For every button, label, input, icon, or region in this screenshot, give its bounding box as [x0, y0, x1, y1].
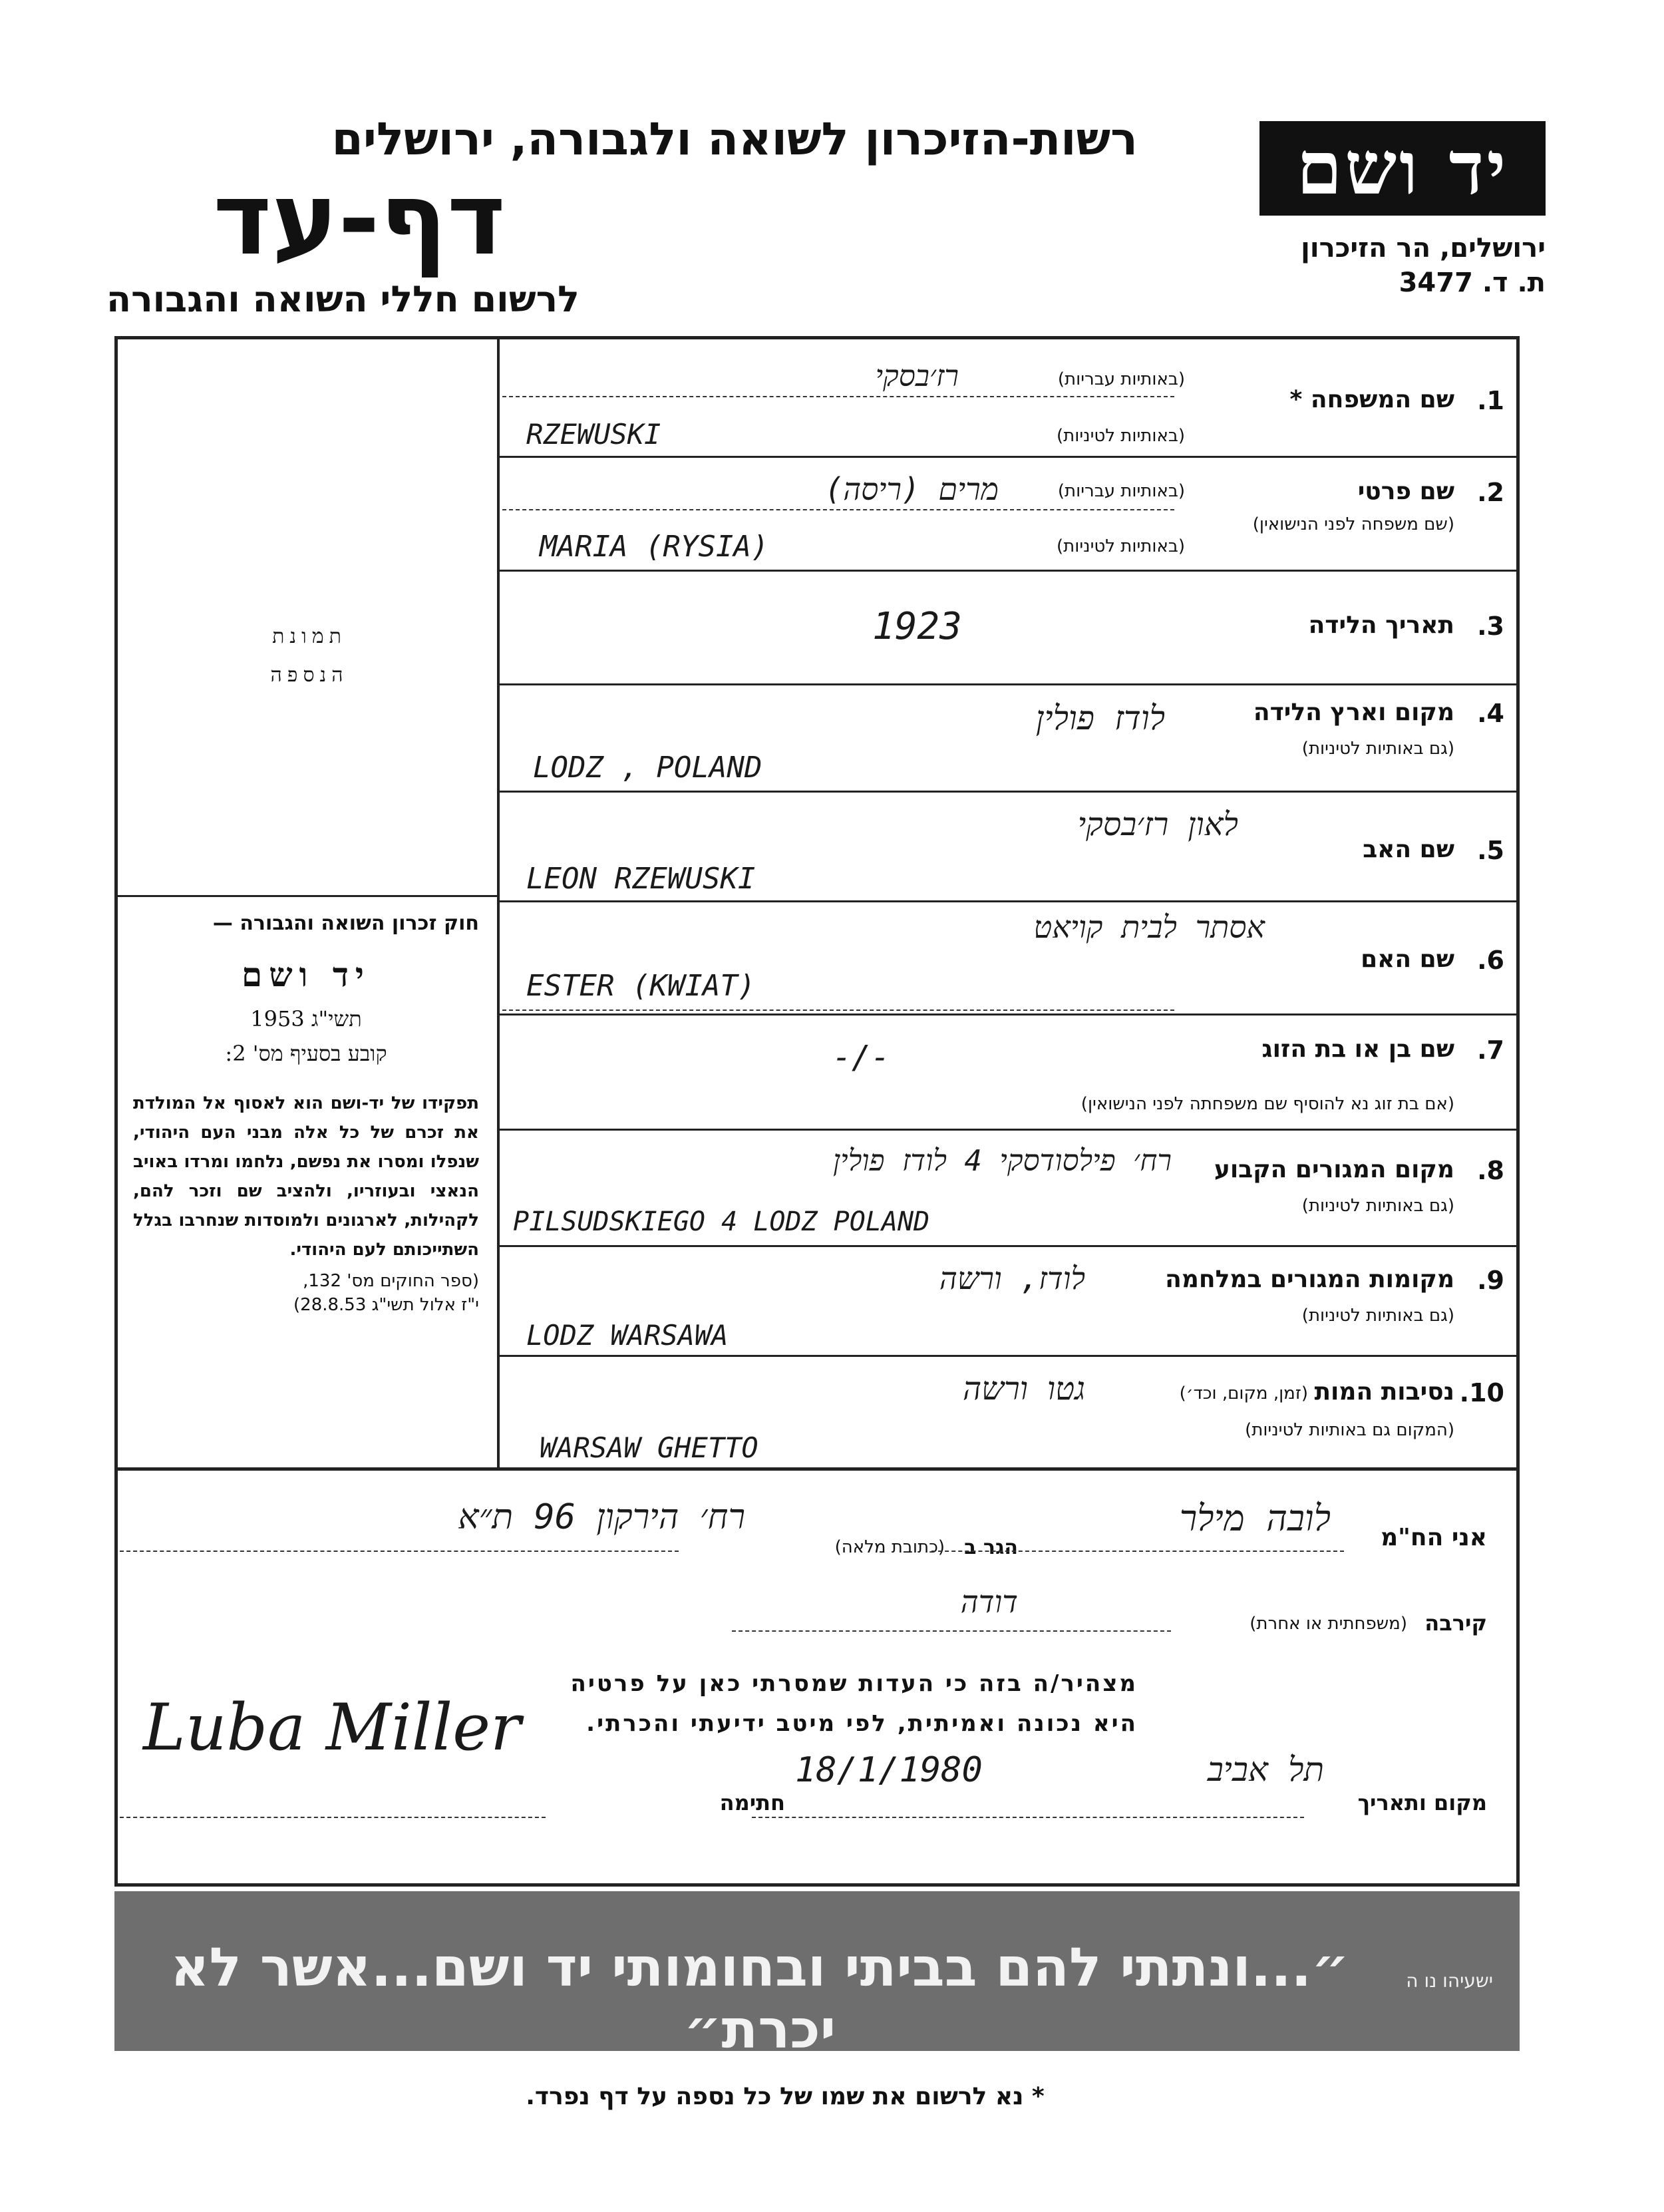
- relation-value: דודה: [960, 1584, 1018, 1620]
- birth-place-hebrew: לודז פולין: [1035, 699, 1165, 737]
- field-label: מקומות המגורים במלחמה: [1165, 1266, 1454, 1293]
- law-box-top: [114, 895, 498, 897]
- field-number: 6.: [1477, 946, 1504, 975]
- resides-label: הגר ב: [964, 1536, 1018, 1559]
- hint-latin: (באותיות לטיניות): [1057, 536, 1185, 556]
- field-sublabel: (המקום גם באותיות לטיניות): [1245, 1420, 1454, 1440]
- field-3: [500, 572, 1518, 683]
- field-sublabel: (אם בת זוג נא להוסיף שם משפחתה לפני הנישואין): [1081, 1094, 1454, 1114]
- field-number: 9.: [1477, 1266, 1504, 1295]
- declarant-address: רח׳ הירקון 96 ת״א: [458, 1497, 745, 1537]
- field-number: 7.: [1477, 1035, 1504, 1065]
- underline: [502, 509, 1174, 510]
- field-10: [500, 1357, 1518, 1467]
- field-label: שם האם: [1361, 946, 1454, 973]
- relation-label: קירבה: [1424, 1610, 1487, 1636]
- underline-date: [752, 1817, 1304, 1818]
- authority-name: רשות-הזיכרון לשואה ולגבורה, ירושלים: [331, 113, 1138, 166]
- yad-vashem-logo: [1259, 121, 1546, 216]
- field-label: שם האב: [1363, 836, 1454, 863]
- banner-source: ישעיהו נו ה: [1406, 1970, 1493, 1992]
- underline-name: [931, 1551, 1344, 1552]
- signature: Luba Miller: [143, 1690, 521, 1765]
- law-section: קובע בסעיף מס' 2:: [225, 1041, 387, 1066]
- signature-label: חתימה: [719, 1790, 785, 1815]
- banner-quote: ״...ונתתי להם בביתי ובחומותי יד ושם...אשר לא יכרת״: [170, 1936, 1349, 2060]
- hint-hebrew: (באותיות עבריות): [1057, 369, 1185, 389]
- field-4: [500, 685, 1518, 791]
- field-label: נסיבות המות: [1314, 1378, 1454, 1405]
- field-sublabel: (גם באותיות לטיניות): [1301, 1306, 1454, 1326]
- field-1: [500, 339, 1518, 456]
- law-name: יד ושם: [242, 955, 371, 994]
- law-reference-2: י"ז אלול תשי"ג 28.8.53): [293, 1295, 479, 1315]
- family-name-latin: RZEWUSKI: [526, 418, 661, 451]
- first-name-latin: MARIA (RYSIA): [540, 530, 769, 564]
- law-year: תשי"ג 1953: [250, 1006, 362, 1031]
- logo-pobox: ת. ד. 3477: [1399, 268, 1546, 298]
- field-label: תאריך הלידה: [1308, 612, 1454, 639]
- underline-signature: [120, 1817, 546, 1818]
- declaration-line-1: מצהיר/ה בזה כי העדות שמסרתי כאן על פרטיה: [570, 1670, 1138, 1697]
- declarant-label: אני הח"מ: [1381, 1524, 1487, 1551]
- declaration-line-2: היא נכונה ואמיתית, לפי מיטב ידיעתי והכרתי.: [586, 1710, 1138, 1737]
- logo-address: ירושלים, הר הזיכרון: [1301, 233, 1546, 264]
- field-2: [500, 458, 1518, 570]
- death-circumstances-hebrew: גטו ורשה: [963, 1370, 1085, 1407]
- birth-place-latin: LODZ , POLAND: [533, 751, 762, 785]
- relation-hint: (משפחתית או אחרת): [1249, 1614, 1407, 1634]
- field-number: 3.: [1477, 612, 1504, 641]
- field-5: [500, 793, 1518, 900]
- logo-text: יד ושם: [1296, 125, 1509, 211]
- field-label: מקום וארץ הלידה: [1253, 699, 1454, 726]
- hint-hebrew: (באותיות עבריות): [1057, 481, 1185, 501]
- field-number: 1.: [1477, 386, 1504, 415]
- quote-banner: [114, 1891, 1520, 2060]
- underline-address: [120, 1551, 679, 1552]
- spouse-name: -/-: [832, 1039, 890, 1076]
- hint-latin: (באותיות לטיניות): [1057, 426, 1185, 446]
- field-8: [500, 1131, 1518, 1245]
- wartime-residence-latin: LODZ WARSAWA: [526, 1319, 729, 1352]
- birth-date: 1923: [872, 605, 962, 648]
- underline: [502, 396, 1174, 397]
- family-name-hebrew: רז׳בסקי: [875, 359, 959, 393]
- place-value: תל אביב: [1207, 1750, 1324, 1789]
- underline-relation: [732, 1630, 1171, 1632]
- law-box: [133, 912, 479, 1315]
- place-date-label: מקום ותאריך: [1357, 1790, 1487, 1815]
- footnote: * נא לרשום את שמו של כל נספה על דף נפרד.: [526, 2083, 1045, 2110]
- photo-placeholder: תמונת הנספה: [270, 625, 349, 687]
- declarant-section: [116, 1471, 1517, 1883]
- field-sublabel: (גם באותיות לטיניות): [1301, 739, 1454, 759]
- field-label: שם המשפחה *: [1289, 386, 1454, 413]
- field-number: 5.: [1477, 836, 1504, 865]
- law-body: תפקידו של יד-ושם הוא לאסוף אל המולדת את זכרם של כל אלה מבני העם היהודי, שנפלו ומסרו את נפשם, נלחמו ומרדו באויב הנאצי ובעוזריו, ולהציב שם וזכר להם, לקהילות, לארגונים ולמוסדות שנחרבו בגלל השתייכותם לעם היהודי.: [133, 1093, 479, 1260]
- field-number: 10.: [1459, 1378, 1504, 1407]
- field-number: 4.: [1477, 699, 1504, 728]
- field-label: מקום המגורים הקבוע: [1214, 1156, 1454, 1183]
- first-name-hebrew: מרים (ריסה): [824, 471, 999, 507]
- field-7: [500, 1015, 1518, 1129]
- field-label: שם בן או בת הזוג: [1261, 1035, 1454, 1063]
- address-hint: (כתובת מלאה): [834, 1537, 945, 1557]
- mother-name-hebrew: אסתר לבית קויאט: [1033, 909, 1265, 945]
- field-number: 8.: [1477, 1156, 1504, 1185]
- residence-latin: PILSUDSKIEGO 4 LODZ POLAND: [513, 1206, 930, 1237]
- father-name-hebrew: לאון רז׳בסקי: [1077, 806, 1238, 843]
- residence-hebrew: רח׳ פילסודסקי 4 לודז פולין: [832, 1144, 1172, 1178]
- field-number: 2.: [1477, 478, 1504, 507]
- wartime-residence-hebrew: לודז, ורשה: [939, 1260, 1085, 1296]
- field-6: [500, 902, 1518, 1014]
- father-name-latin: LEON RZEWUSKI: [526, 862, 756, 896]
- law-reference-1: (ספר החוקים מס' 132,: [303, 1271, 479, 1291]
- mother-name-latin: ESTER (KWIAT): [526, 969, 756, 1003]
- underline: [502, 1010, 1174, 1011]
- form-subtitle: לרשום חללי השואה והגבורה: [106, 278, 580, 320]
- death-circumstances-latin: WARSAW GHETTO: [540, 1431, 758, 1464]
- field-label: שם פרטי: [1357, 478, 1454, 505]
- field-hint: (זמן, מקום, וכד׳): [1179, 1383, 1308, 1403]
- declarant-name: לובה מילר: [1179, 1497, 1331, 1539]
- field-9: [500, 1247, 1518, 1355]
- date-value: 18/1/1980: [795, 1750, 983, 1790]
- field-sublabel: (גם באותיות לטיניות): [1301, 1196, 1454, 1216]
- law-heading: חוק זכרון השואה והגבורה —: [212, 912, 479, 935]
- form-title: דף-עד: [213, 162, 506, 277]
- field-sublabel: (שם משפחה לפני הנישואין): [1252, 514, 1454, 534]
